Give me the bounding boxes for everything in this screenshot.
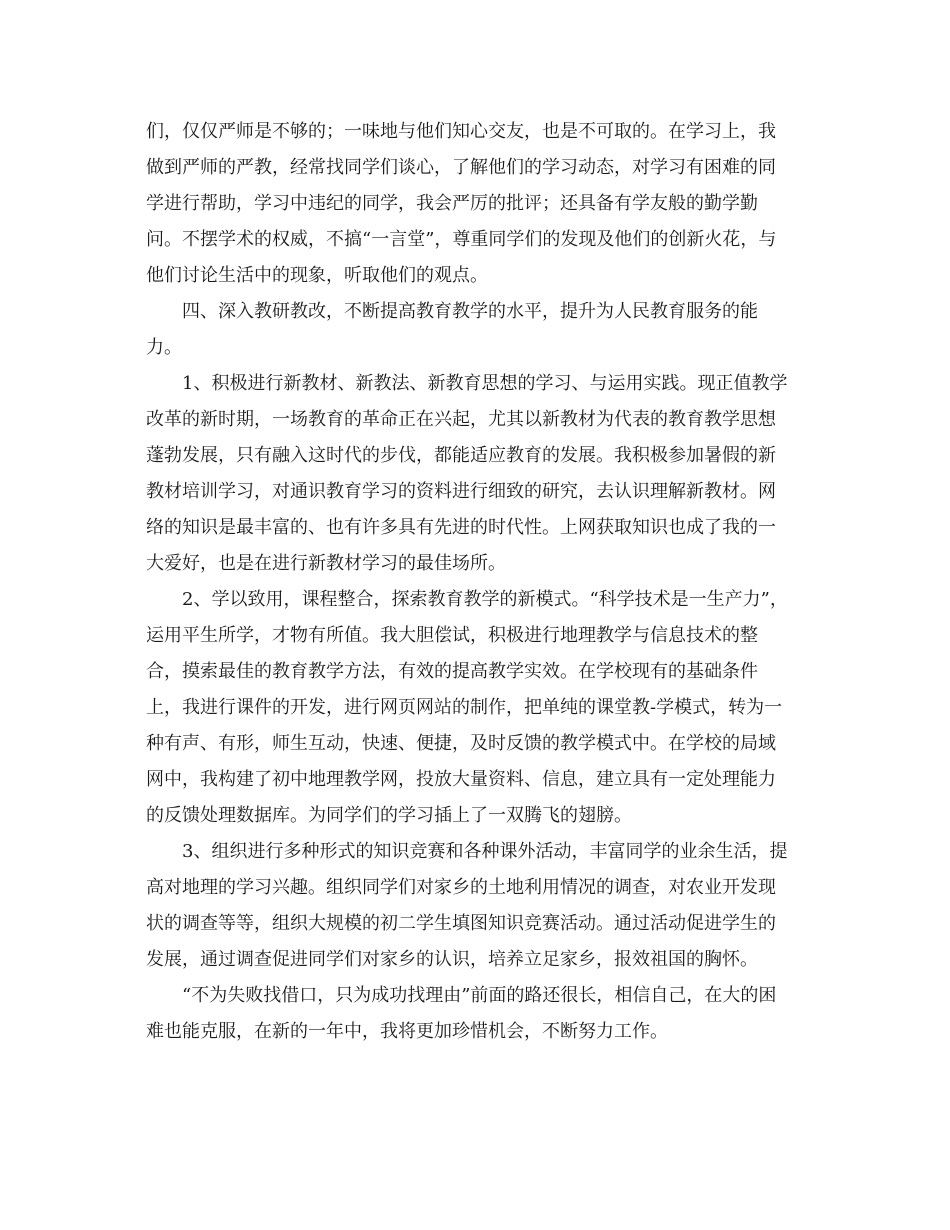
text-line: 上，我进行课件的开发，进行网页网站的制作，把单纯的课堂教-学模式，转为一: [146, 697, 783, 718]
text-line: 的反馈处理数据库。为同学们的学习插上了一双腾飞的翅膀。: [146, 805, 632, 826]
text-line: 3、组织进行多种形式的知识竞赛和各种课外活动，丰富同学的业余生活，提: [182, 841, 788, 862]
text-line: 改革的新时期，一场教育的革命正在兴起，尤其以新教材为代表的教育教学思想: [146, 409, 776, 430]
paragraph-continued: [146, 114, 818, 294]
closing-paragraph: [146, 978, 818, 1050]
text-line: 合，摸索最佳的教育教学方法，有效的提高教学实效。在学校现有的基础条件: [146, 661, 758, 682]
text-line: 做到严师的严教，经常找同学们谈心，了解他们的学习动态，对学习有困难的同: [146, 157, 776, 178]
list-item: [146, 366, 818, 582]
list-item: [146, 834, 818, 978]
document-body: [146, 114, 818, 1050]
text-line: 状的调查等等，组织大规模的初二学生填图知识竞赛活动。通过活动促进学生的: [146, 913, 776, 934]
text-line: 2、学以致用，课程整合，探索教育教学的新模式。“科学技术是一生产力”，: [182, 589, 788, 610]
text-line: 络的知识是最丰富的、也有许多具有先进的时代性。上网获取知识也成了我的一: [146, 517, 776, 538]
text-line: 四、深入教研教改，不断提高教育教学的水平，提升为人民教育服务的能: [182, 301, 758, 322]
list-item: [146, 582, 818, 834]
text-line: 种有声、有形，师生互动，快速、便捷，及时反馈的教学模式中。在学校的局域: [146, 733, 776, 754]
text-line: 难也能克服，在新的一年中，我将更加珍惜机会，不断努力工作。: [146, 1021, 668, 1042]
text-line: 高对地理的学习兴趣。组织同学们对家乡的土地利用情况的调查，对农业开发现: [146, 877, 776, 898]
text-line: 1、积极进行新教材、新教法、新教育思想的学习、与运用实践。现正值教学: [182, 373, 788, 394]
text-line: 发展，通过调查促进同学们对家乡的认识，培养立足家乡，报效祖国的胸怀。: [146, 949, 758, 970]
text-line: 网中，我构建了初中地理教学网，投放大量资料、信息，建立具有一定处理能力: [146, 769, 776, 790]
section-heading: [146, 294, 818, 366]
text-line: 大爱好，也是在进行新教材学习的最佳场所。: [146, 553, 506, 574]
text-line: 学进行帮助，学习中违纪的同学，我会严厉的批评；还具备有学友般的勤学勤: [146, 193, 758, 214]
text-line: 运用平生所学，才物有所值。我大胆偿试，积极进行地理教学与信息技术的整: [146, 625, 758, 646]
text-line: 问。不摆学术的权威，不搞“一言堂”，尊重同学们的发现及他们的创新火花，与: [146, 229, 777, 250]
text-line: 们，仅仅严师是不够的；一味地与他们知心交友，也是不可取的。在学习上，我: [146, 121, 776, 142]
text-line: 力。: [146, 337, 182, 358]
text-line: 蓬勃发展，只有融入这时代的步伐，都能适应教育的发展。我积极参加暑假的新: [146, 445, 776, 466]
text-line: 他们讨论生活中的现象，听取他们的观点。: [146, 265, 488, 286]
text-line: 教材培训学习，对通识教育学习的资料进行细致的研究，去认识理解新教材。网: [146, 481, 776, 502]
text-line: “不为失败找借口，只为成功找理由”前面的路还很长，相信自己，在大的困: [182, 985, 777, 1006]
